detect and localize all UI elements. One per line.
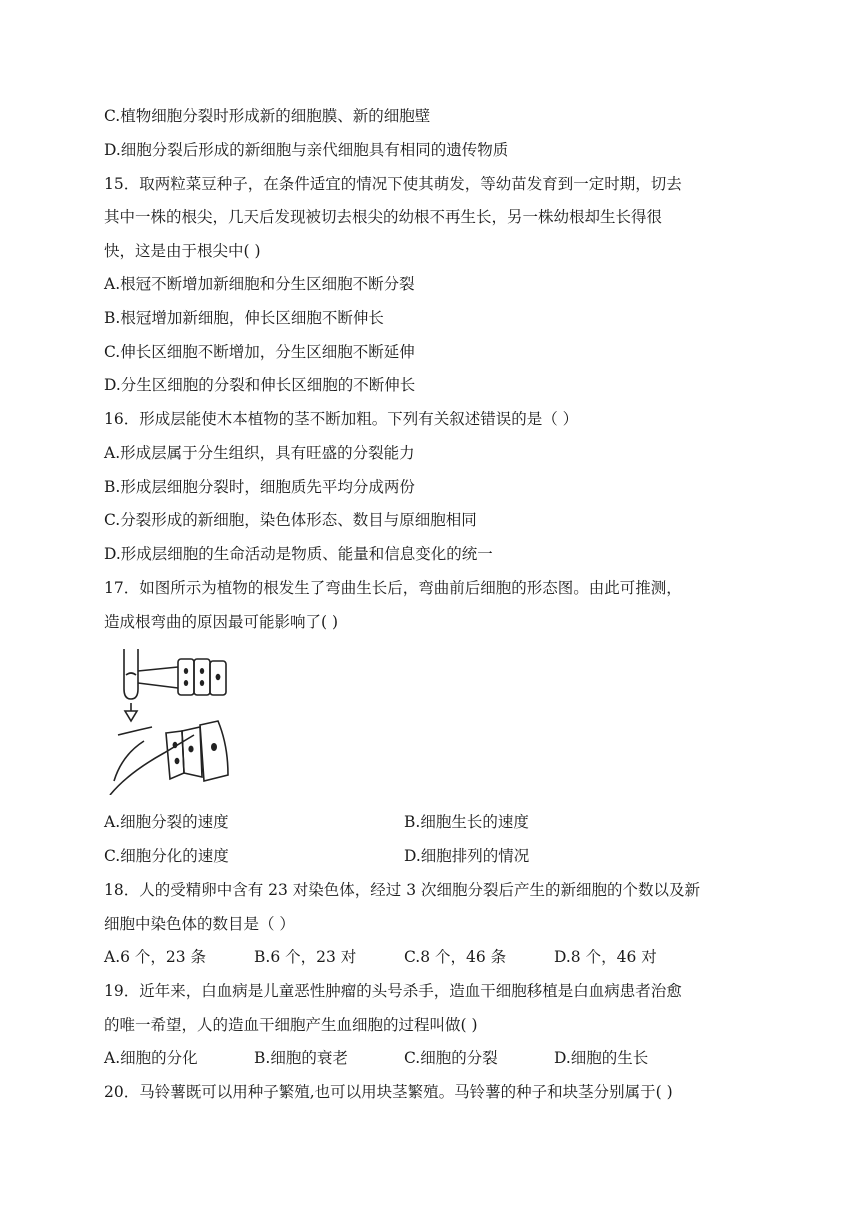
question-20-stem: 20．马铃薯既可以用种子繁殖,也可以用块茎繁殖。马铃薯的种子和块茎分别属于( ) <box>104 1083 673 1101</box>
question-15-option-b: B.根冠增加新细胞，伸长区细胞不断伸长 <box>104 309 384 327</box>
question-18-line-2: 细胞中染色体的数目是（ ） <box>104 915 295 933</box>
question-17-option-a: A.细胞分裂的速度 <box>104 813 229 831</box>
question-18-option-b: B.6 个，23 对 <box>254 948 357 966</box>
question-15-line-2: 其中一株的根尖，几天后发现被切去根尖的幼根不再生长，另一株幼根却生长得很 <box>104 208 663 226</box>
question-16-option-d: D.形成层细胞的生命活动是物质、能量和信息变化的统一 <box>104 545 493 563</box>
question-16-option-b: B.形成层细胞分裂时，细胞质先平均分成两份 <box>104 478 415 496</box>
question-18-option-d: D.8 个，46 对 <box>554 948 657 966</box>
question-19-option-a: A.细胞的分化 <box>104 1049 198 1067</box>
question-15-option-d: D.分生区细胞的分裂和伸长区细胞的不断伸长 <box>104 376 416 394</box>
option-c-line: C.植物细胞分裂时形成新的细胞膜、新的细胞壁 <box>104 107 431 125</box>
question-18-option-a: A.6 个，23 条 <box>104 948 207 966</box>
question-19-option-c: C.细胞的分裂 <box>404 1049 498 1067</box>
question-19-line-1: 19．近年来，白血病是儿童恶性肿瘤的头号杀手，造血干细胞移植是白血病患者治愈 <box>104 982 682 1000</box>
question-15-option-a: A.根冠不断增加新细胞和分生区细胞不断分裂 <box>104 275 415 293</box>
question-19-option-d: D.细胞的生长 <box>554 1049 649 1067</box>
question-17-option-d: D.细胞排列的情况 <box>404 847 530 865</box>
question-17-line-1: 17．如图所示为植物的根发生了弯曲生长后，弯曲前后细胞的形态图。由此可推测， <box>104 579 682 597</box>
question-15-line-3: 快，这是由于根尖中( ) <box>104 242 261 260</box>
root-bending-figure <box>104 645 244 795</box>
option-d-line: D.细胞分裂后形成的新细胞与亲代细胞具有相同的遗传物质 <box>104 141 509 159</box>
question-18-option-c: C.8 个，46 条 <box>404 948 507 966</box>
question-16-option-a: A.形成层属于分生组织，具有旺盛的分裂能力 <box>104 444 415 462</box>
question-16-option-c: C.分裂形成的新细胞，染色体形态、数目与原细胞相同 <box>104 511 477 529</box>
question-17-line-2: 造成根弯曲的原因最可能影响了( ) <box>104 613 339 631</box>
question-17-option-c: C.细胞分化的速度 <box>104 847 229 865</box>
question-15-option-c: C.伸长区细胞不断增加，分生区细胞不断延伸 <box>104 343 415 361</box>
question-19-line-2: 的唯一希望，人的造血干细胞产生血细胞的过程叫做( ) <box>104 1016 478 1034</box>
question-17-option-b: B.细胞生长的速度 <box>404 813 529 831</box>
question-15-line-1: 15．取两粒菜豆种子，在条件适宜的情况下使其萌发，等幼苗发育到一定时期，切去 <box>104 175 682 193</box>
question-18-line-1: 18．人的受精卵中含有 23 对染色体，经过 3 次细胞分裂后产生的新细胞的个数以及新 <box>104 881 701 899</box>
question-16-stem: 16．形成层能使木本植物的茎不断加粗。下列有关叙述错误的是（ ） <box>104 410 579 428</box>
question-19-option-b: B.细胞的衰老 <box>254 1049 348 1067</box>
